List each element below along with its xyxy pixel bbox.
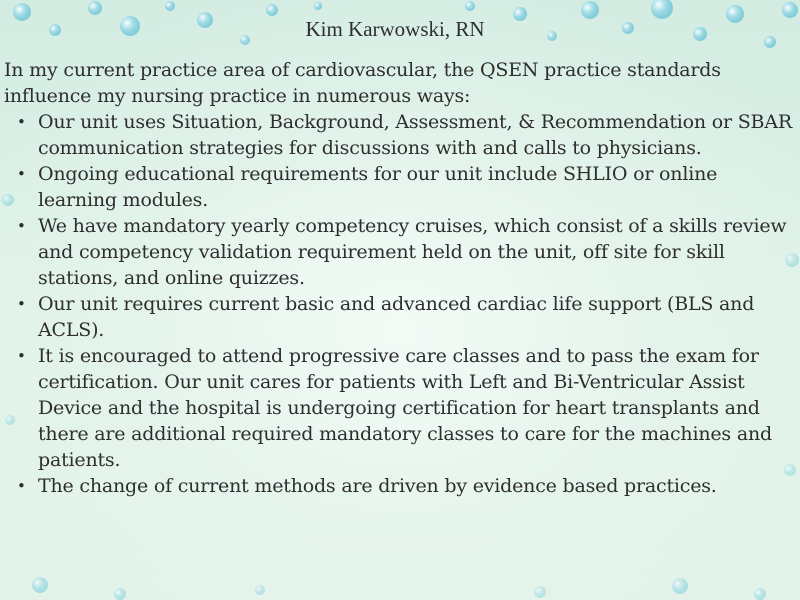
bullet-dot-icon: • [17,165,26,183]
bullet-dot-icon: • [17,113,26,131]
list-item-text: We have mandatory yearly competency cruises, which consist of a skills review and competency validation requirement held on the unit, off site for skill stations, and online quizzes. [38,215,787,289]
list-item [0,291,795,343]
intro-paragraph: In my current practice area of cardiovascular, the QSEN practice standards influence my nursing practice in numerous ways: [4,59,721,107]
bullet-dot-icon: • [17,477,26,495]
bullet-list [0,109,795,499]
list-item-text: Our unit requires current basic and advanced cardiac life support (BLS and ACLS). [38,293,755,341]
list-item [0,473,795,499]
list-item [0,213,795,291]
list-item-text: The change of current methods are driven by evidence based practices. [38,475,717,497]
list-item-text: Ongoing educational requirements for our unit include SHLIO or online learning modules. [38,163,718,211]
list-item [0,109,795,161]
slide-title: Kim Karwowski, RN [305,17,485,41]
bullet-dot-icon: • [17,347,26,365]
list-item [0,161,795,213]
list-item-text: It is encouraged to attend progressive care classes and to pass the exam for certification. Our unit cares for patients with Left and Bi-Ventricular Assist Device and the hospital is undergoing certification for heart transplants and there are additional required mandatory classes to care for the machines and patients. [38,345,772,471]
bullet-dot-icon: • [17,217,26,235]
list-item [0,343,795,473]
list-item-text: Our unit uses Situation, Background, Assessment, & Recommendation or SBAR communication strategies for discussions with and calls to physicians. [38,111,792,159]
bullet-dot-icon: • [17,295,26,313]
